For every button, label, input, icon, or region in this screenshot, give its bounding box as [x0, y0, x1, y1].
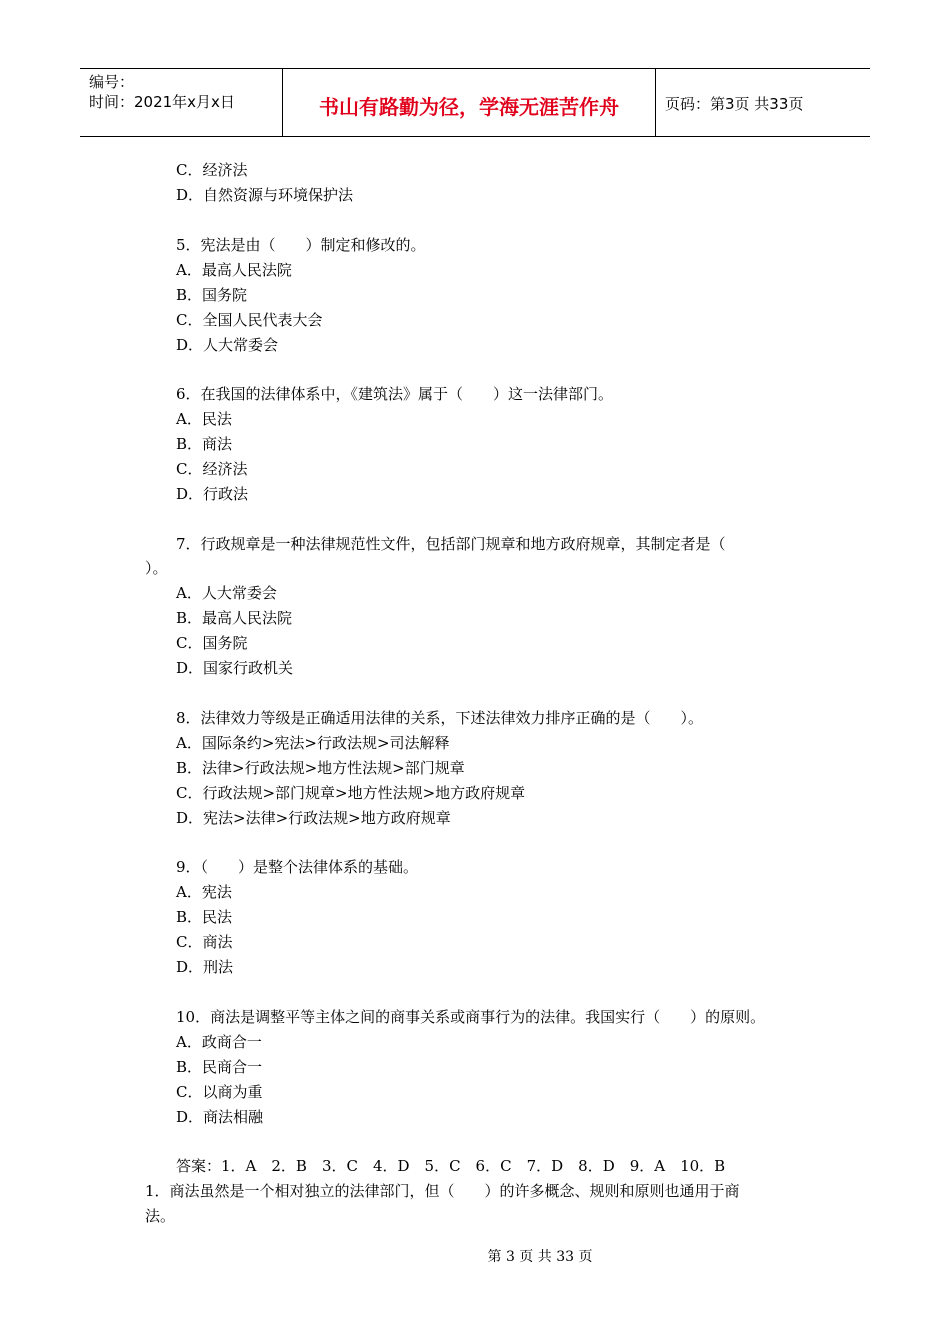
option-line: A．政商合一: [176, 1033, 262, 1051]
question-5: 5．宪法是由（ ）制定和修改的。: [176, 236, 426, 254]
option-line: B．国务院: [176, 286, 248, 304]
question-7: 7．行政规章是一种法律规范性文件，包括部门规章和地方政府规章，其制定者是（: [176, 535, 726, 553]
header-page-cell: [656, 69, 870, 136]
option-line: A．宪法: [176, 883, 232, 901]
page-header: [80, 68, 870, 137]
option-line: C．经济法: [176, 161, 248, 179]
time-label: 时间：2021年x月x日: [89, 93, 235, 111]
option-line: C．行政法规>部门规章>地方性法规>地方政府规章: [176, 784, 526, 802]
option-line: D．自然资源与环境保护法: [176, 186, 354, 204]
page-footer: [0, 1246, 950, 1266]
next-question-1-continued: 法。: [145, 1207, 176, 1225]
option-line: D．刑法: [176, 958, 234, 976]
question-9: 9．（ ）是整个法律体系的基础。: [176, 858, 419, 876]
number-label: 编号：: [89, 73, 135, 91]
question-6: 6．在我国的法律体系中，《建筑法》属于（ ）这一法律部门。: [176, 385, 614, 403]
footer-page-number: 第 3 页 共 33 页: [487, 1249, 593, 1265]
answer-key: 答案：1．A 2．B 3．C 4．D 5．C 6．C 7．D 8．D 9．A 10．B: [176, 1157, 726, 1175]
option-line: B．法律>行政法规>地方性法规>部门规章: [176, 759, 465, 777]
option-line: B．最高人民法院: [176, 609, 293, 627]
option-line: A．最高人民法院: [176, 261, 292, 279]
header-motto-cell: [282, 69, 656, 136]
option-line: D．人大常委会: [176, 336, 279, 354]
question-7-continued: ）。: [145, 559, 168, 577]
next-question-1: 1．商法虽然是一个相对独立的法律部门，但（ ）的许多概念、规则和原则也通用于商: [145, 1182, 740, 1200]
page-info: 页码：第3页 共33页: [665, 95, 804, 113]
option-line: C．商法: [176, 933, 233, 951]
motto-text: 书山有路勤为径，学海无涯苦作舟: [319, 95, 619, 119]
option-line: D．国家行政机关: [176, 659, 294, 677]
option-line: B．民商合一: [176, 1058, 263, 1076]
option-line: D．商法相融: [176, 1108, 264, 1126]
option-line: C．国务院: [176, 634, 248, 652]
header-meta: [80, 69, 282, 136]
option-line: A．民法: [176, 410, 232, 428]
question-10: 10．商法是调整平等主体之间的商事关系或商事行为的法律。我国实行（ ）的原则。: [176, 1008, 766, 1026]
option-line: C．以商为重: [176, 1083, 263, 1101]
option-line: B．商法: [176, 435, 233, 453]
option-line: D．宪法>法律>行政法规>地方政府规章: [176, 809, 451, 827]
option-line: A．国际条约>宪法>行政法规>司法解释: [176, 734, 450, 752]
option-line: A．人大常委会: [176, 584, 277, 602]
option-line: B．民法: [176, 908, 233, 926]
option-line: C．经济法: [176, 460, 248, 478]
question-8: 8．法律效力等级是正确适用法律的关系，下述法律效力排序正确的是（ ）。: [176, 709, 704, 727]
option-line: D．行政法: [176, 485, 249, 503]
option-line: C．全国人民代表大会: [176, 311, 323, 329]
